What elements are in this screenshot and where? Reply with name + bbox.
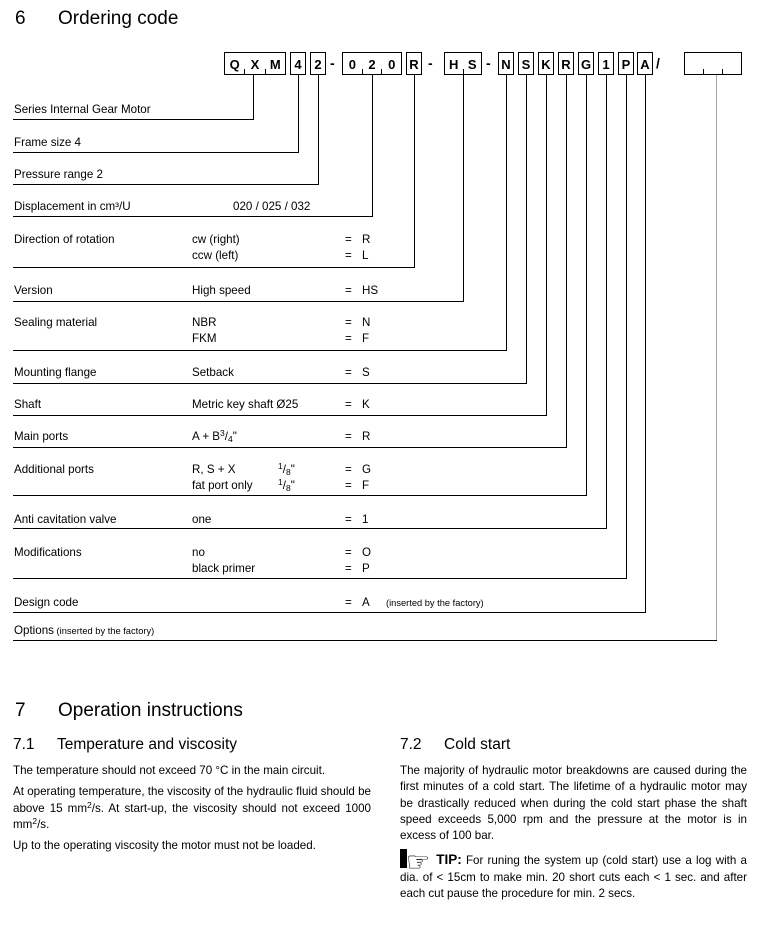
row-label-displacement: Displacement in cm³/U — [14, 200, 131, 213]
option-code: 1 — [362, 513, 369, 526]
equals-sign: = — [345, 546, 352, 559]
leader-line-frame-size — [298, 75, 299, 153]
code-box-modifications — [618, 52, 634, 75]
code-char: X — [250, 57, 260, 72]
option-text: NBR — [192, 316, 217, 329]
row-underline-displacement — [13, 216, 373, 217]
code-box-anti-cav — [598, 52, 614, 75]
code-box-sealing — [498, 52, 514, 75]
leader-line-options — [716, 75, 717, 641]
code-char: 0 — [348, 57, 356, 72]
row-label-design-code: Design code — [14, 596, 79, 609]
section-7-2-number: 7.2 — [400, 736, 422, 753]
cell-separator-tick — [703, 69, 704, 74]
code-box-main-ports — [558, 52, 574, 75]
code-dash: - — [486, 55, 491, 71]
option-code: L — [362, 249, 369, 262]
equals-sign: = — [345, 562, 352, 575]
row-label-note: (inserted by the factory) — [53, 626, 155, 636]
code-box-version — [444, 52, 482, 75]
option-text: no — [192, 546, 205, 559]
equals-sign: = — [345, 513, 352, 526]
leader-line-displacement — [372, 75, 373, 217]
code-char: P — [621, 57, 631, 72]
viscosity-paragraph: At operating temperature, the viscosity of the hydraulic fluid should be above 15 $mm^2/s$. At start-up, the viscosity should not exceed 1000 $mm^2/s$. — [13, 785, 371, 831]
row-underline-anti-cav — [13, 528, 607, 529]
leader-line-sealing — [506, 75, 507, 351]
equals-sign: = — [345, 284, 352, 297]
leader-line-design-code — [645, 75, 646, 613]
option-code: F — [362, 479, 370, 492]
code-char: K — [541, 57, 551, 72]
leader-line-modifications — [626, 75, 627, 579]
option-text: FKM — [192, 332, 217, 345]
option-code: G — [362, 463, 372, 476]
option-text: black primer — [192, 562, 256, 575]
option-text: fat port only — [192, 479, 253, 492]
code-char: S — [521, 57, 531, 72]
row-underline-frame-size — [13, 152, 299, 153]
code-box-design-code — [637, 52, 653, 75]
code-char: 4 — [294, 57, 302, 72]
option-text: A + B — [192, 430, 221, 443]
row-label-main-ports: Main ports — [14, 430, 69, 443]
row-label-shaft: Shaft — [14, 398, 42, 411]
leader-line-version — [463, 75, 464, 302]
code-dash: - — [428, 55, 433, 71]
option-code: F — [362, 332, 370, 345]
code-char: N — [501, 57, 511, 72]
section-7-1-heading — [13, 736, 371, 754]
code-char: M — [269, 57, 281, 72]
option-text: Setback — [192, 366, 234, 379]
row-label-add-ports: Additional ports — [14, 463, 94, 476]
tip-text: For runing the system up (cold start) use a log with a dia. of < 15cm to make min. 20 short cuts each < 1 sec. and after each cut pause the procedure for min. 2 secs. — [400, 854, 747, 901]
section-7-number: 7 — [15, 700, 26, 721]
option-fraction: $^1/_8$" — [278, 461, 295, 477]
row-underline-options — [13, 640, 717, 641]
option-text: ccw (left) — [192, 249, 239, 262]
code-box-frame-size — [290, 52, 306, 75]
row-underline-rotation — [13, 267, 415, 268]
equals-sign: = — [345, 316, 352, 329]
section-7-1-title: Temperature and viscosity — [57, 736, 238, 753]
equals-sign: = — [345, 398, 352, 411]
code-char: 2 — [368, 57, 376, 72]
cold-start-column — [400, 736, 747, 907]
temperature-viscosity-column — [13, 736, 371, 859]
tip-hand-icon: ☞ — [400, 854, 430, 867]
option-code: S — [362, 366, 370, 379]
row-label-pressure: Pressure range 2 — [14, 168, 103, 181]
code-dash: - — [330, 55, 335, 71]
temperature-paragraph: The temperature should not exceed 70 °C in the main circuit. — [13, 764, 326, 777]
option-fraction: $^1/_8$" — [278, 477, 295, 493]
code-box-flange — [518, 52, 534, 75]
equals-sign: = — [345, 332, 352, 345]
row-underline-modifications — [13, 578, 627, 579]
factory-note: (inserted by the factory) — [386, 598, 484, 608]
row-label-options: Options (inserted by the factory) — [14, 624, 155, 637]
equals-sign: = — [345, 249, 352, 262]
equals-sign: = — [345, 366, 352, 379]
row-label-modifications: Modifications — [14, 546, 82, 559]
row-label-anti-cav: Anti cavitation valve — [14, 513, 117, 526]
section-7-2-heading — [400, 736, 747, 754]
code-box-displacement — [342, 52, 402, 75]
option-code: R — [362, 430, 371, 443]
option-text: one — [192, 513, 212, 526]
section-7-2-title: Cold start — [444, 736, 511, 753]
leader-line-main-ports — [566, 75, 567, 448]
code-box-add-ports — [578, 52, 594, 75]
code-char: 2 — [314, 57, 322, 72]
code-char: H — [449, 57, 459, 72]
row-label-version: Version — [14, 284, 53, 297]
code-box-pressure — [310, 52, 326, 75]
tip-label: TIP: — [436, 852, 462, 868]
code-box-shaft — [538, 52, 554, 75]
code-char: A — [640, 57, 650, 72]
option-text: High speed — [192, 284, 251, 297]
code-char: R — [561, 57, 571, 72]
equals-sign: = — [345, 233, 352, 246]
leader-line-rotation — [414, 75, 415, 268]
option-code: O — [362, 546, 372, 559]
option-code: R — [362, 233, 371, 246]
code-box-series — [224, 52, 286, 75]
option-text: cw (right) — [192, 233, 240, 246]
code-box-options — [684, 52, 742, 75]
code-char: 0 — [388, 57, 396, 72]
row-underline-add-ports — [13, 495, 587, 496]
leader-line-shaft — [546, 75, 547, 416]
code-box-rotation — [406, 52, 422, 75]
row-label-frame-size: Frame size 4 — [14, 136, 82, 149]
cold-start-paragraph: The majority of hydraulic motor breakdowns are caused during the first minutes of a cold start. The lifetime of a hydraulic motor may be drastically reduced when during the cold start phase the shaft speed exceeds 5,000 rpm and the pressure at the motor is in excess of 100 bar. — [400, 764, 747, 843]
row-underline-shaft — [13, 415, 547, 416]
section-6-title: Ordering code — [58, 8, 179, 29]
code-char: G — [580, 57, 592, 72]
code-char: Q — [229, 57, 240, 72]
option-code: A — [362, 596, 370, 609]
equals-sign: = — [345, 463, 352, 476]
option-text: Metric key shaft Ø25 — [192, 398, 299, 411]
equals-sign: = — [345, 596, 352, 609]
equals-sign: = — [345, 430, 352, 443]
leader-line-add-ports — [586, 75, 587, 496]
row-underline-version — [13, 301, 464, 302]
row-underline-sealing — [13, 350, 507, 351]
option-code: N — [362, 316, 371, 329]
row-values-displacement: 020 / 025 / 032 — [233, 200, 311, 213]
row-underline-series — [13, 119, 254, 120]
leader-line-anti-cav — [606, 75, 607, 529]
option-text: R, S + X — [192, 463, 236, 476]
option-code: K — [362, 398, 370, 411]
loading-paragraph: Up to the operating viscosity the motor must not be loaded. — [13, 839, 316, 853]
tip-paragraph — [400, 849, 747, 902]
code-char: R — [409, 57, 419, 72]
leader-line-flange — [526, 75, 527, 384]
code-char: S — [467, 57, 477, 72]
cell-separator-tick — [722, 69, 723, 74]
section-7-title: Operation instructions — [58, 700, 243, 721]
equals-sign: = — [345, 479, 352, 492]
code-slash: / — [656, 55, 660, 71]
leader-line-pressure — [318, 75, 319, 185]
option-fraction: $^3/_4$" — [220, 428, 237, 444]
row-label-series: Series Internal Gear Motor — [14, 103, 151, 116]
option-code: HS — [362, 284, 379, 297]
leader-line-series — [253, 75, 254, 120]
row-underline-pressure — [13, 184, 319, 185]
row-underline-main-ports — [13, 447, 567, 448]
code-char: 1 — [602, 57, 610, 72]
row-label-flange: Mounting flange — [14, 366, 97, 379]
row-label-sealing: Sealing material — [14, 316, 98, 329]
section-6-number: 6 — [15, 8, 26, 29]
row-underline-flange — [13, 383, 527, 384]
option-code: P — [362, 562, 370, 575]
row-underline-design-code — [13, 612, 646, 613]
row-label-rotation: Direction of rotation — [14, 233, 115, 246]
section-7-heading — [15, 700, 243, 722]
section-7-1-number: 7.1 — [13, 736, 35, 753]
